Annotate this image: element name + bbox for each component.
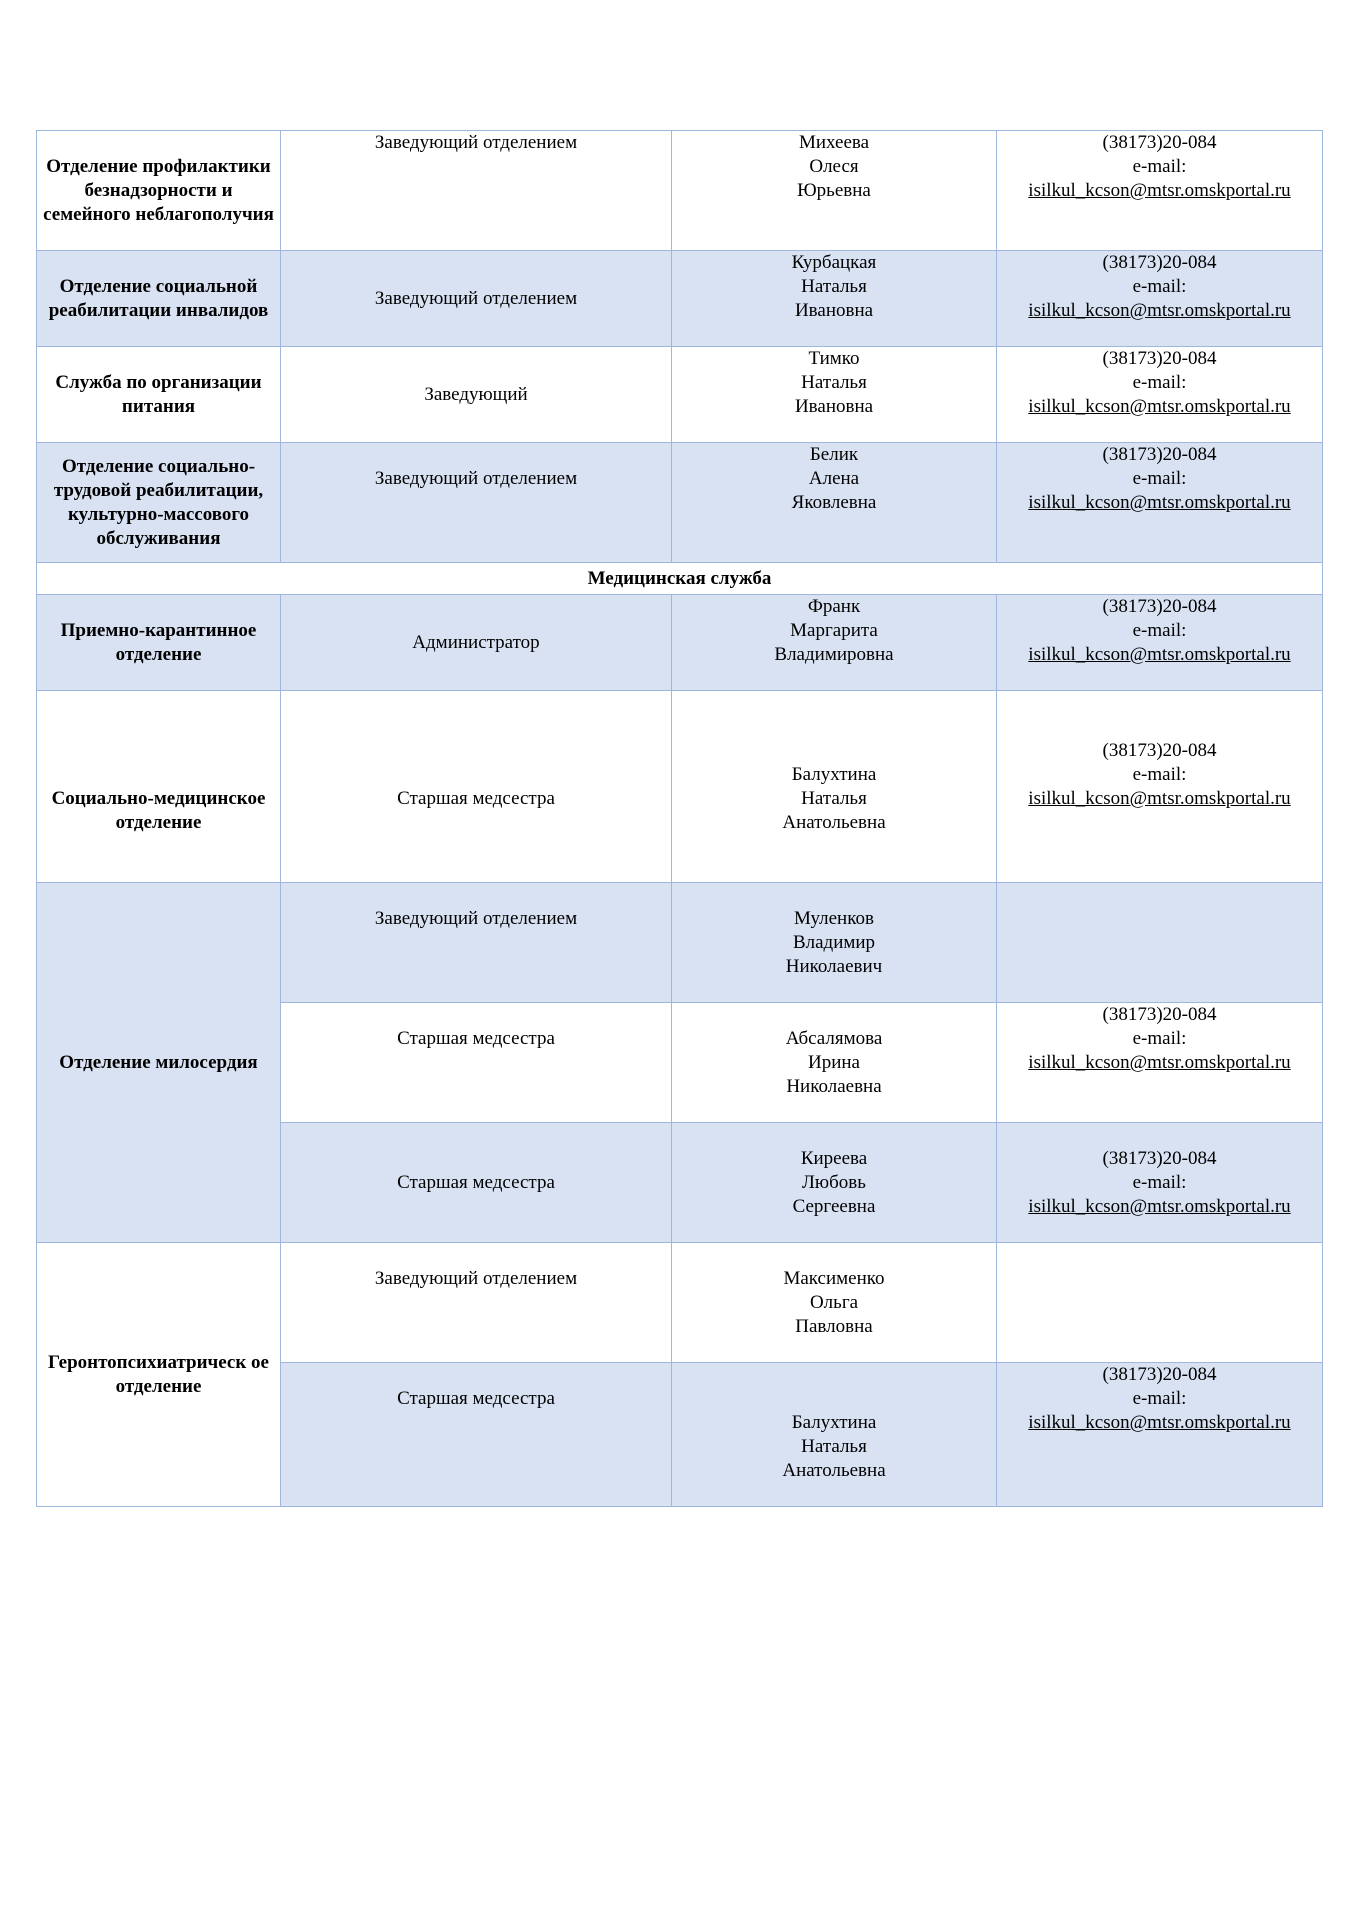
position-cell: Старшая медсестра: [281, 1123, 672, 1243]
surname: Балухтина: [791, 764, 877, 785]
email-link[interactable]: isilkul_kcson@mtsr.omskportal.ru: [1028, 300, 1291, 321]
patronymic: Сергеевна: [792, 1196, 876, 1217]
phone-number: (38173)20-084: [1102, 1148, 1217, 1169]
first-name: Ольга: [809, 1292, 859, 1313]
email-link[interactable]: isilkul_kcson@mtsr.omskportal.ru: [1028, 644, 1291, 665]
staff-contacts-table: [36, 130, 1323, 1507]
first-name: Ирина: [808, 1052, 860, 1073]
section-title: Медицинская служба: [37, 563, 1323, 595]
surname: Киреева: [800, 1148, 868, 1169]
department-cell: Отделение социально-трудовой реабилитации, культурно-массового обслуживания: [37, 443, 281, 563]
patronymic: Павловна: [795, 1316, 873, 1337]
phone-number: (38173)20-084: [1102, 252, 1217, 273]
surname: Абсалямова: [785, 1028, 883, 1049]
surname: Курбацкая: [791, 252, 877, 273]
table-row: [37, 1243, 1323, 1363]
phone-number: (38173)20-084: [1102, 444, 1217, 465]
first-name: Алена: [808, 468, 860, 489]
email-link[interactable]: isilkul_kcson@mtsr.omskportal.ru: [1028, 1412, 1291, 1433]
position-cell: Заведующий отделением: [281, 131, 672, 251]
surname: Тимко: [808, 348, 860, 369]
name-cell: [672, 595, 997, 691]
contact-cell: [997, 595, 1323, 691]
position-cell: Заведующий: [281, 347, 672, 443]
table-row: [37, 131, 1323, 251]
phone-number: (38173)20-084: [1102, 596, 1217, 617]
phone-number: (38173)20-084: [1102, 1364, 1217, 1385]
first-name: Олеся: [809, 156, 859, 177]
position-cell: Старшая медсестра: [281, 1363, 672, 1507]
surname: Балухтина: [791, 1412, 877, 1433]
first-name: Маргарита: [790, 620, 878, 641]
position-cell: Заведующий отделением: [281, 1243, 672, 1363]
department-cell: Отделение социальной реабилитации инвалидов: [37, 251, 281, 347]
email-label: e-mail:: [1132, 1172, 1187, 1193]
contact-cell: [997, 691, 1323, 883]
contact-cell: [997, 131, 1323, 251]
contact-cell: [997, 1003, 1323, 1123]
department-cell: Социально-медицинское отделение: [37, 691, 281, 883]
phone-number: (38173)20-084: [1102, 132, 1217, 153]
surname: Муленков: [794, 908, 874, 929]
contact-cell: [997, 1243, 1323, 1363]
name-cell: [672, 883, 997, 1003]
email-label: e-mail:: [1132, 764, 1187, 785]
surname: Франк: [807, 596, 861, 617]
name-cell: [672, 1003, 997, 1123]
surname: Максименко: [783, 1268, 885, 1289]
department-cell: Служба по организации питания: [37, 347, 281, 443]
patronymic: Яковлевна: [791, 492, 877, 513]
patronymic: Николаевна: [786, 1076, 882, 1097]
first-name: Наталья: [801, 276, 867, 297]
name-cell: [672, 691, 997, 883]
email-link[interactable]: isilkul_kcson@mtsr.omskportal.ru: [1028, 788, 1291, 809]
name-cell: [672, 251, 997, 347]
first-name: Наталья: [801, 788, 867, 809]
position-cell: Старшая медсестра: [281, 691, 672, 883]
phone-number: (38173)20-084: [1102, 740, 1217, 761]
name-cell: [672, 443, 997, 563]
email-label: e-mail:: [1132, 156, 1187, 177]
position-cell: Заведующий отделением: [281, 443, 672, 563]
section-row: [37, 563, 1323, 595]
email-label: e-mail:: [1132, 620, 1187, 641]
email-link[interactable]: isilkul_kcson@mtsr.omskportal.ru: [1028, 492, 1291, 513]
contact-cell: [997, 883, 1323, 1003]
name-cell: [672, 347, 997, 443]
email-link[interactable]: isilkul_kcson@mtsr.omskportal.ru: [1028, 1052, 1291, 1073]
phone-number: (38173)20-084: [1102, 1004, 1217, 1025]
contact-cell: [997, 1123, 1323, 1243]
name-cell: [672, 1363, 997, 1507]
patronymic: Анатольевна: [782, 1460, 886, 1481]
patronymic: Юрьевна: [797, 180, 871, 201]
table-row: [37, 443, 1323, 563]
surname: Михеева: [798, 132, 870, 153]
table-row: [37, 691, 1323, 883]
position-cell: Администратор: [281, 595, 672, 691]
table-row: [37, 347, 1323, 443]
patronymic: Ивановна: [794, 396, 874, 417]
email-link[interactable]: isilkul_kcson@mtsr.omskportal.ru: [1028, 396, 1291, 417]
patronymic: Анатольевна: [782, 812, 886, 833]
email-label: e-mail:: [1132, 468, 1187, 489]
email-link[interactable]: isilkul_kcson@mtsr.omskportal.ru: [1028, 1196, 1291, 1217]
department-cell: Геронтопсихиатрическ ое отделение: [37, 1243, 281, 1507]
email-label: e-mail:: [1132, 372, 1187, 393]
patronymic: Ивановна: [794, 300, 874, 321]
name-cell: [672, 1123, 997, 1243]
patronymic: Николаевич: [785, 956, 883, 977]
first-name: Наталья: [801, 372, 867, 393]
name-cell: [672, 1243, 997, 1363]
contact-cell: [997, 443, 1323, 563]
email-label: e-mail:: [1132, 276, 1187, 297]
name-cell: [672, 131, 997, 251]
position-cell: Старшая медсестра: [281, 1003, 672, 1123]
surname: Белик: [809, 444, 859, 465]
email-label: e-mail:: [1132, 1028, 1187, 1049]
table-row: [37, 251, 1323, 347]
phone-number: (38173)20-084: [1102, 348, 1217, 369]
contact-cell: [997, 1363, 1323, 1507]
contact-cell: [997, 251, 1323, 347]
email-label: e-mail:: [1132, 1388, 1187, 1409]
position-cell: Заведующий отделением: [281, 883, 672, 1003]
table-row: [37, 595, 1323, 691]
department-cell: Отделение милосердия: [37, 883, 281, 1243]
department-cell: Приемно-карантинное отделение: [37, 595, 281, 691]
table-row: [37, 883, 1323, 1003]
first-name: Любовь: [802, 1172, 866, 1193]
first-name: Наталья: [801, 1436, 867, 1457]
first-name: Владимир: [792, 932, 876, 953]
department-cell: Отделение профилактики безнадзорности и семейного неблагополучия: [37, 131, 281, 251]
contact-cell: [997, 347, 1323, 443]
position-cell: Заведующий отделением: [281, 251, 672, 347]
patronymic: Владимировна: [774, 644, 894, 665]
email-link[interactable]: isilkul_kcson@mtsr.omskportal.ru: [1028, 180, 1291, 201]
